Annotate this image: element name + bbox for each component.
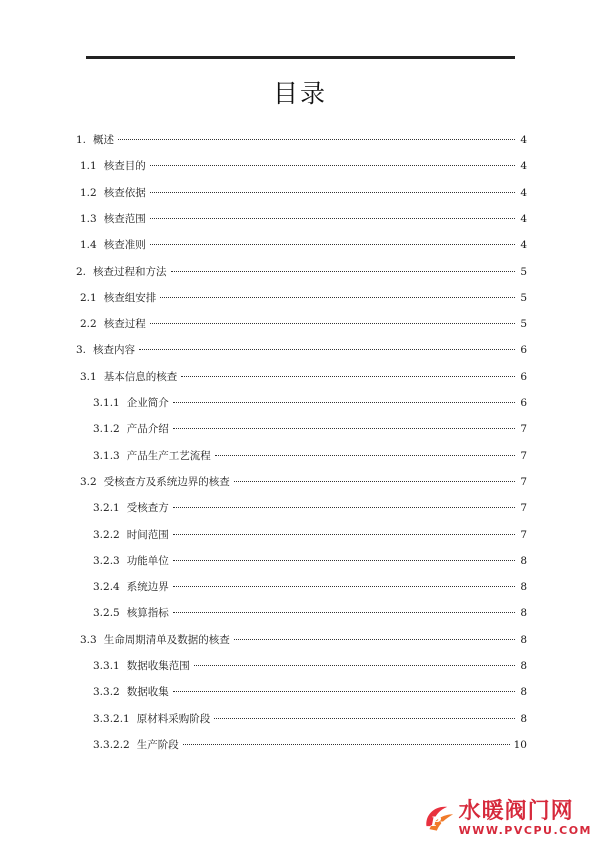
dot-leader <box>173 401 515 403</box>
toc-row[interactable] <box>93 737 527 753</box>
page-title: 目录 <box>272 79 327 108</box>
toc-row[interactable] <box>93 500 527 516</box>
toc-page-number: 7 <box>520 475 527 488</box>
toc-label: 核查过程 <box>103 318 146 331</box>
toc-row[interactable] <box>93 658 527 674</box>
toc-row[interactable] <box>76 342 527 358</box>
toc-label: 产品介绍 <box>126 423 169 436</box>
toc-number: 1.3 <box>80 212 97 225</box>
toc-page-number: 10 <box>513 738 527 751</box>
toc-label: 系统边界 <box>126 581 169 594</box>
dot-leader <box>215 454 515 456</box>
dot-leader <box>173 533 515 535</box>
toc-number: 3.1.2 <box>93 423 120 436</box>
toc-label: 核查组安排 <box>103 291 157 304</box>
toc-page-number: 8 <box>520 712 527 725</box>
toc-page-number: 8 <box>520 686 527 699</box>
toc-number: 1.2 <box>80 186 97 199</box>
toc-page-number: 8 <box>520 581 527 594</box>
toc-label: 生命周期清单及数据的核查 <box>103 633 230 646</box>
toc-number: 3.3.2 <box>93 686 120 699</box>
toc-label: 受核查方及系统边界的核查 <box>103 475 230 488</box>
toc-label: 功能单位 <box>126 554 169 567</box>
toc-label: 核算指标 <box>126 607 169 620</box>
toc-row[interactable] <box>80 237 527 253</box>
dot-leader <box>150 243 515 245</box>
toc-page-number: 7 <box>520 528 527 541</box>
toc-page-number: 4 <box>520 186 527 199</box>
toc-number: 3.3.2.1 <box>93 712 130 725</box>
toc-number: 3.2.2 <box>93 528 120 541</box>
toc-row[interactable] <box>80 185 527 201</box>
toc-number: 1.1 <box>80 160 97 173</box>
svg-text:V: V <box>439 820 448 833</box>
toc-row[interactable] <box>93 684 527 700</box>
toc-row[interactable] <box>80 474 527 490</box>
dot-leader <box>173 559 515 561</box>
toc-row[interactable] <box>93 605 527 621</box>
toc-label: 核查内容 <box>93 344 136 357</box>
toc-number: 3.1 <box>80 370 97 383</box>
dot-leader <box>194 664 515 666</box>
toc-number: 3.3 <box>80 633 97 646</box>
dot-leader <box>173 690 515 692</box>
dot-leader <box>173 585 515 587</box>
top-rule <box>86 56 515 59</box>
toc-number: 1. <box>76 134 87 146</box>
toc-number: 3. <box>76 344 87 357</box>
toc-label: 核查准则 <box>103 239 146 252</box>
toc-number: 3.2 <box>80 475 97 488</box>
dot-leader <box>150 217 515 219</box>
toc-label: 概述 <box>93 134 115 146</box>
toc-number: 3.1.3 <box>93 449 120 462</box>
toc-label: 企业简介 <box>126 397 169 409</box>
toc-page-number: 8 <box>520 633 527 646</box>
toc-number: 3.2.1 <box>93 502 120 515</box>
toc-number: 2.2 <box>80 318 97 331</box>
toc-label: 受核查方 <box>126 502 169 515</box>
toc-row[interactable] <box>76 132 527 148</box>
toc-row[interactable] <box>80 369 527 385</box>
toc-page-number: 7 <box>520 502 527 515</box>
toc-row[interactable] <box>80 290 527 306</box>
toc-page-number: 8 <box>520 660 527 672</box>
toc-page-number: 5 <box>520 265 527 278</box>
toc-number: 3.2.5 <box>93 607 120 620</box>
toc-page-number: 4 <box>520 160 527 173</box>
toc-page-number: 6 <box>520 370 527 383</box>
toc-page-number: 8 <box>520 607 527 620</box>
toc-row[interactable] <box>76 264 527 280</box>
watermark-url: WWW.PVCPU.COM <box>458 823 592 837</box>
toc-number: 1.4 <box>80 239 97 252</box>
dot-leader <box>160 296 515 298</box>
dot-leader <box>173 427 515 429</box>
toc-row[interactable] <box>93 553 527 569</box>
toc-label: 时间范围 <box>126 528 169 541</box>
toc-number: 3.2.4 <box>93 581 120 594</box>
dot-leader <box>183 743 510 745</box>
toc-row[interactable] <box>80 316 527 332</box>
toc-page-number: 5 <box>520 318 527 331</box>
toc-row[interactable] <box>80 158 527 174</box>
toc-label: 核查依据 <box>103 186 146 199</box>
toc-number: 3.2.3 <box>93 554 120 567</box>
toc-label: 数据收集 <box>126 686 169 699</box>
dot-leader <box>234 638 515 640</box>
toc-label: 产品生产工艺流程 <box>126 449 211 462</box>
toc-page-number: 5 <box>520 291 527 304</box>
dot-leader <box>150 191 515 193</box>
toc-row[interactable] <box>93 421 527 437</box>
toc-row[interactable] <box>93 395 527 411</box>
toc-page-number: 8 <box>520 554 527 567</box>
dot-leader <box>173 506 515 508</box>
toc-row[interactable] <box>80 211 527 227</box>
toc-row[interactable] <box>93 448 527 464</box>
toc-label: 原材料采购阶段 <box>136 712 211 725</box>
toc-label: 基本信息的核查 <box>103 370 178 383</box>
toc-page-number: 7 <box>520 449 527 462</box>
dot-leader <box>118 138 515 140</box>
toc-page-number: 4 <box>520 134 527 146</box>
toc-number: 2. <box>76 265 87 278</box>
toc-page-number: 4 <box>520 239 527 252</box>
toc-page-number: 7 <box>520 423 527 436</box>
toc-label: 生产阶段 <box>136 738 179 751</box>
toc-page-number: 4 <box>520 212 527 225</box>
pv-logo-icon <box>422 799 455 837</box>
toc-number: 2.1 <box>80 291 97 304</box>
dot-leader <box>139 348 515 350</box>
dot-leader <box>214 717 515 719</box>
dot-leader <box>173 611 515 613</box>
watermark-brand: 水暖阀门网 <box>458 798 574 824</box>
svg-text:P: P <box>430 814 441 831</box>
dot-leader <box>171 270 515 272</box>
toc-page-number: 6 <box>520 397 527 409</box>
toc-row[interactable] <box>93 711 527 727</box>
toc-label: 数据收集范围 <box>126 660 190 672</box>
toc-label: 核查目的 <box>103 160 146 173</box>
toc-row[interactable] <box>93 579 527 595</box>
dot-leader <box>150 164 515 166</box>
dot-leader <box>181 375 515 377</box>
toc-label: 核查过程和方法 <box>93 265 167 278</box>
watermark <box>422 798 592 838</box>
toc-row[interactable] <box>93 527 527 543</box>
dot-leader <box>234 480 515 482</box>
toc-number: 3.3.1 <box>93 660 120 672</box>
toc-number: 3.3.2.2 <box>93 738 130 751</box>
toc-number: 3.1.1 <box>93 397 120 409</box>
toc-page-number: 6 <box>520 344 527 357</box>
toc-label: 核查范围 <box>103 212 146 225</box>
dot-leader <box>150 322 515 324</box>
toc-row[interactable] <box>80 632 527 648</box>
